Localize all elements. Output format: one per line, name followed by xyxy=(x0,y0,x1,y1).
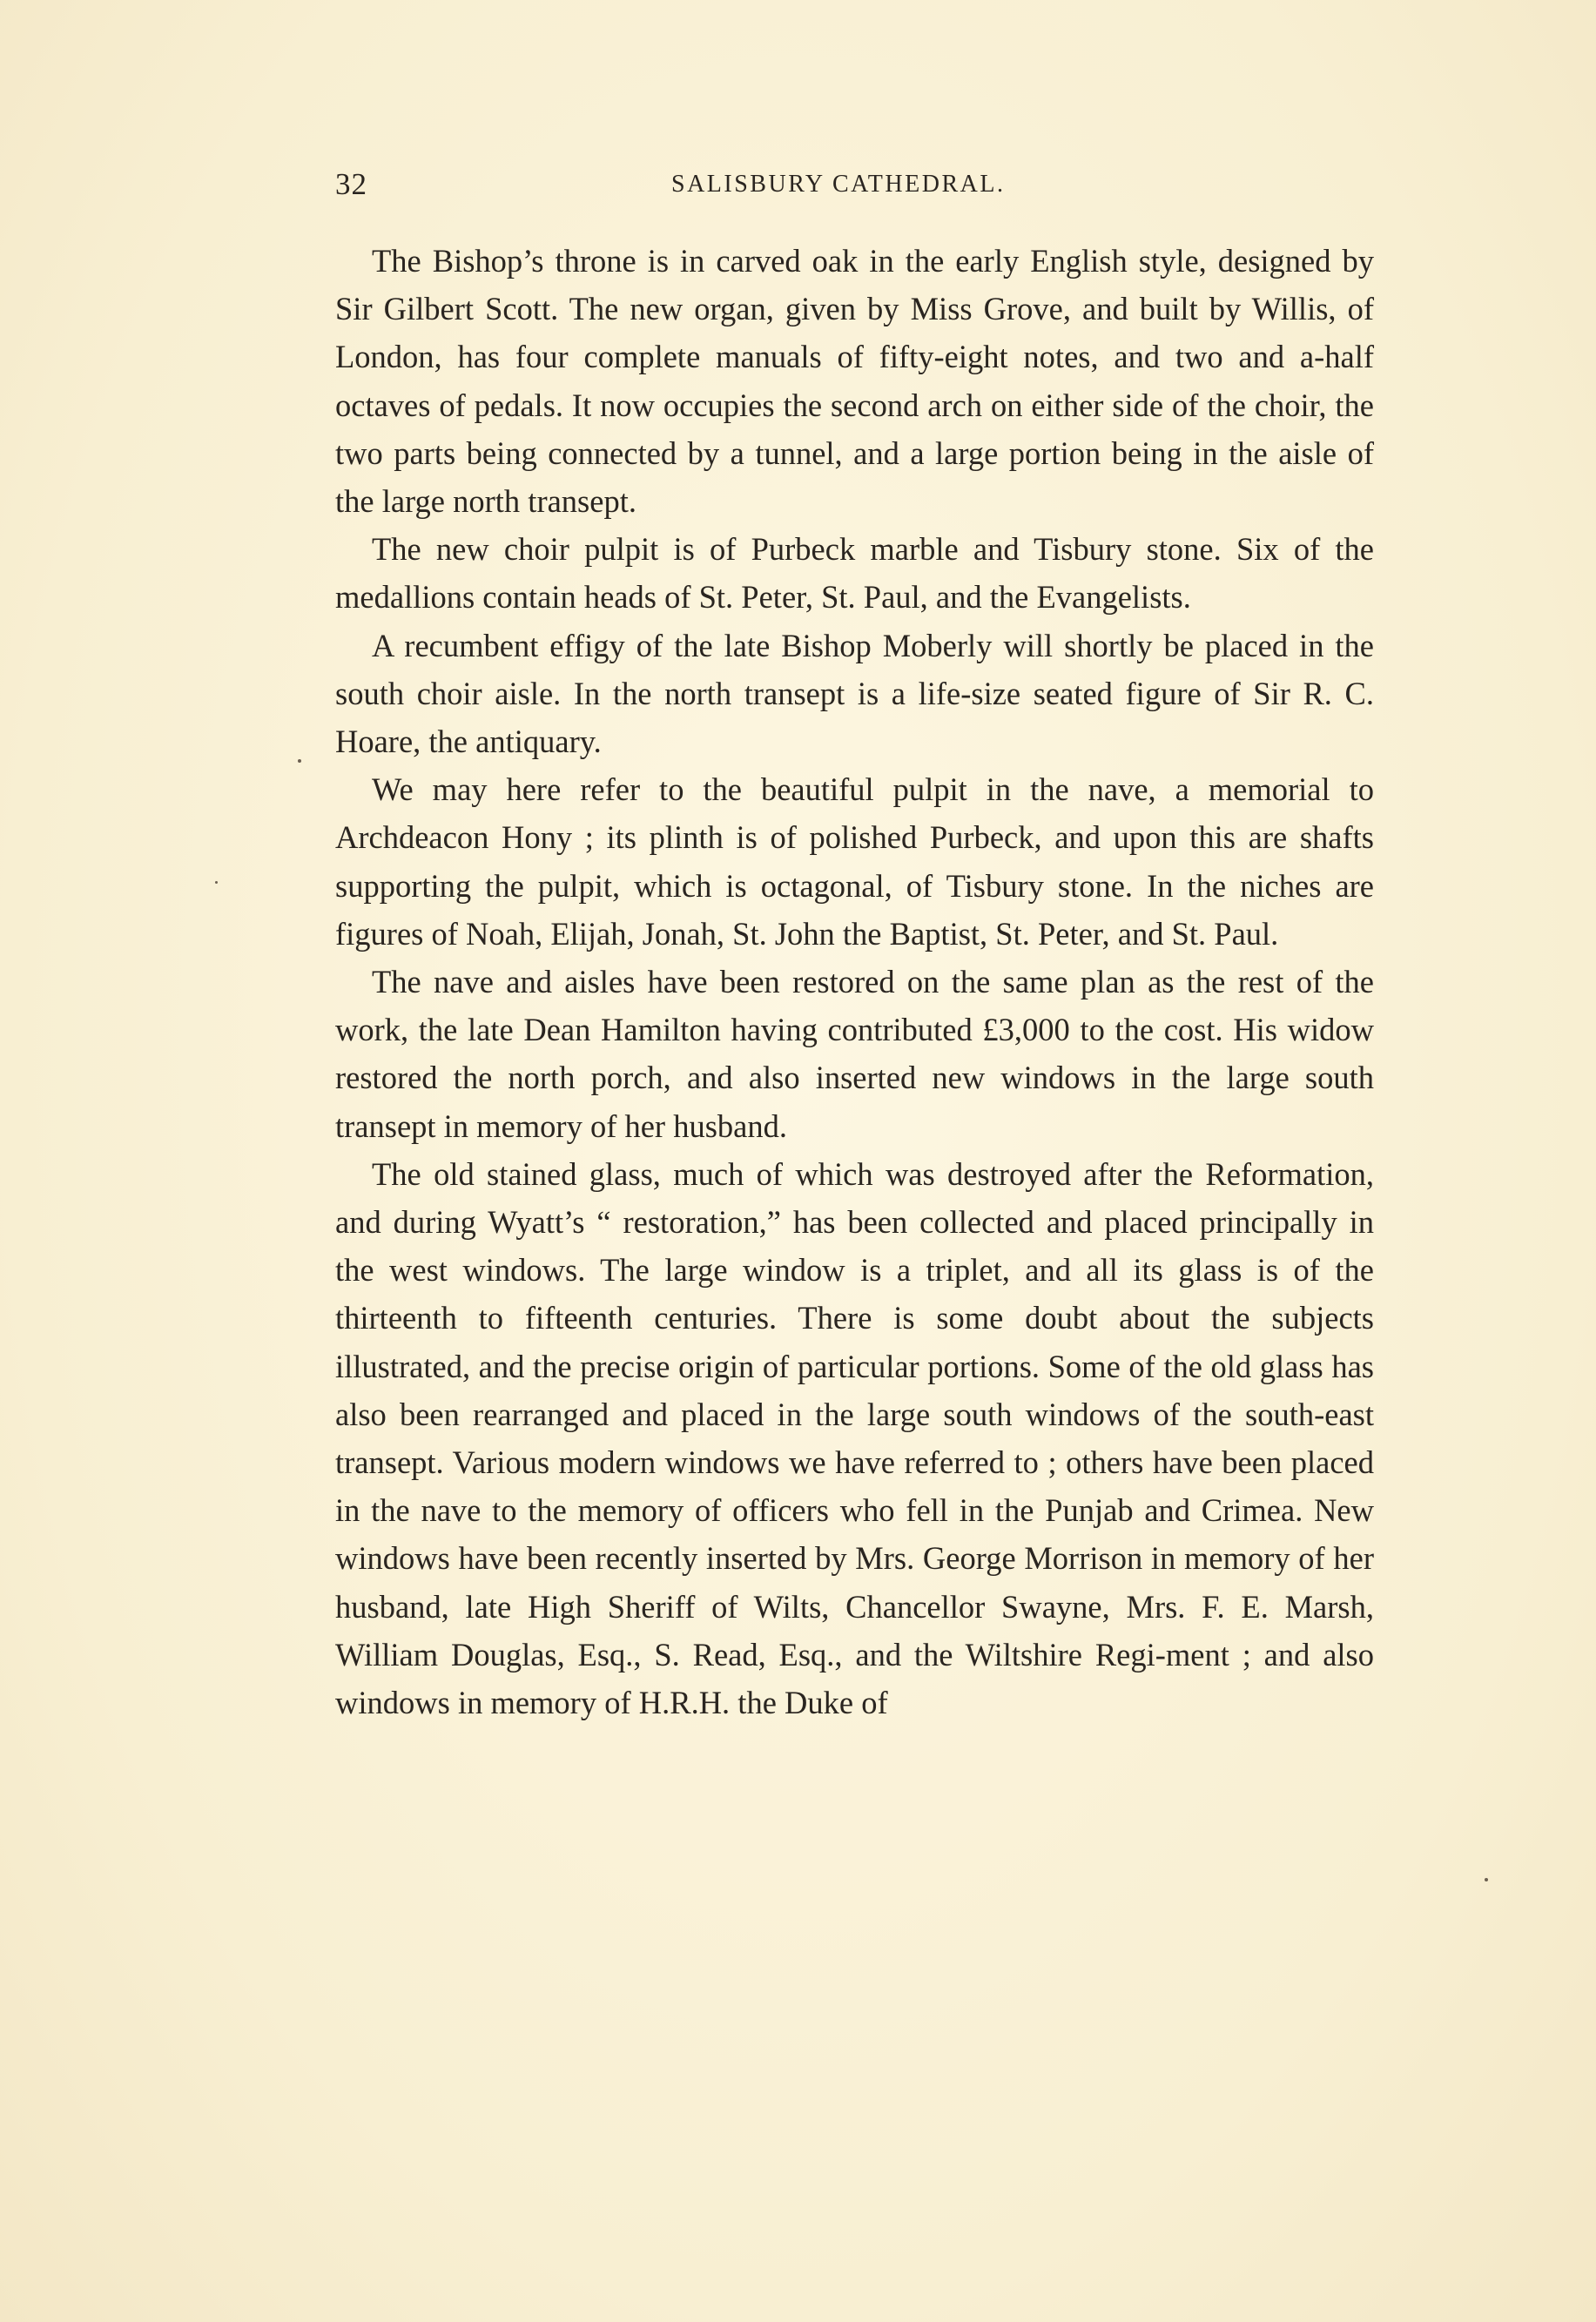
paragraph-choir-pulpit: The new choir pulpit is of Purbeck marble and Tisbury stone. Six of the medallions contain heads of St. Peter, St. Paul, and the Evangelists. xyxy=(335,531,1374,616)
paper-speck xyxy=(215,881,218,884)
page-number: 32 xyxy=(335,167,367,201)
running-head xyxy=(335,167,1371,202)
paragraph-bishops-throne: The Bishop’s throne is in carved oak in the early English style, designed by Sir Gilbert Scott. The new organ, given by Miss Grove, and built by Willis, of London, has four complete manuals of fifty-eight notes, and two and a-half octaves of pedals. It now occupies the second arch on either side of the choir, the two parts being connected by a tunnel, and a large portion being in the aisle of the large north transept. xyxy=(335,243,1374,520)
paragraph-nave-restoration: The nave and aisles have been restored on the same plan as the rest of the work, the late Dean Hamilton having contributed £3,000 to the cost. His widow restored the north porch, and also inserted new windows in the large south transept in memory of her husband. xyxy=(335,964,1374,1144)
paper-speck xyxy=(1485,1878,1488,1881)
body-text xyxy=(335,237,1374,1726)
paper-speck xyxy=(298,759,301,763)
paragraph-nave-pulpit: We may here refer to the beautiful pulpit in the nave, a memorial to Archdeacon Hony ; its plinth is of polished Purbeck, and upon this are shafts supporting the pulpit, which is octagonal, of Tisbury stone. In the niches are figures of Noah, Elijah, Jonah, St. John the Baptist, St. Peter, and St. Paul. xyxy=(335,771,1374,952)
running-title: SALISBURY CATHEDRAL. xyxy=(671,171,1006,198)
paragraph-stained-glass: The old stained glass, much of which was destroyed after the Reformation, and during Wyatt’s “ restoration,” has been collected and placed principally in the west windows. The large window is a triplet, and all its glass is of the thirteenth to fifteenth centuries. There is some doubt about the subjects illustrated, and the precise origin of particular portions. Some of the old glass has also been rearranged and placed in the large south windows of the south-east transept. Various modern windows we have referred to ; others have been placed in the nave to the memory of officers who fell in the Punjab and Crimea. New windows have been recently inserted by Mrs. George Morrison in memory of her husband, late High Sheriff of Wilts, Chancellor Swayne, Mrs. F. E. Marsh, William Douglas, Esq., S. Read, Esq., and the Wiltshire Regi-ment ; and also windows in memory of H.R.H. the Duke of xyxy=(335,1155,1374,1721)
paragraph-effigy: A recumbent effigy of the late Bishop Moberly will shortly be placed in the south choir aisle. In the north transept is a life-size seated figure of Sir R. C. Hoare, the antiquary. xyxy=(335,627,1374,760)
